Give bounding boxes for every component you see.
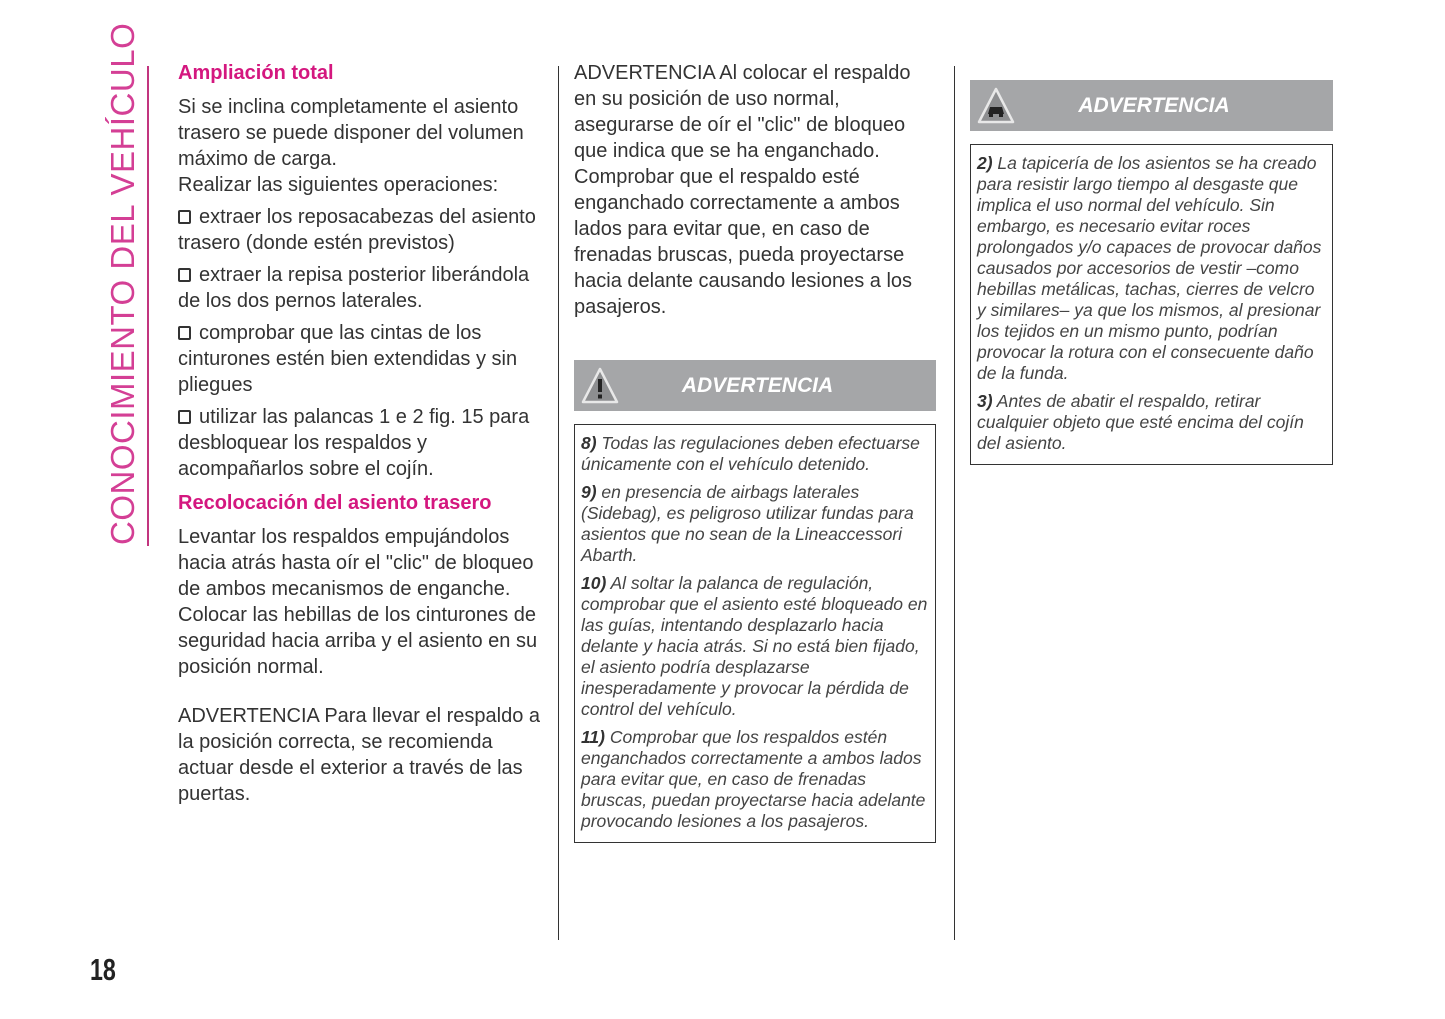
checkbox-bullet-icon: [178, 210, 191, 224]
warning-header: [574, 360, 936, 411]
column-divider: [558, 66, 559, 940]
warning-section: [574, 360, 936, 843]
column-1: [178, 60, 548, 807]
warning-title: ADVERTENCIA: [681, 374, 834, 397]
paragraph: ADVERTENCIA Para llevar el respaldo a la posición correcta, se recomienda actuar desde el exterior a través de las puertas.: [178, 705, 541, 805]
heading-recolocacion: Recolocación del asiento trasero: [178, 492, 492, 514]
warning-item: 3) Antes de abatir el respaldo, retirar cualquier objeto que esté encima del cojín del asiento.: [977, 391, 1304, 453]
column-2: [574, 60, 936, 843]
paragraph: Levantar los respaldos empujándolos hacia atrás hasta oír el "clic" de bloqueo de ambos mecanismos de enganche.: [178, 526, 534, 600]
paragraph: Colocar las hebillas de los cinturones de seguridad hacia arriba y el asiento en su posición normal.: [178, 604, 538, 678]
column-divider: [954, 66, 955, 940]
warning-header: [970, 80, 1333, 131]
warning-box: [574, 424, 936, 843]
intro-text: Si se inclina completamente el asiento trasero se puede disponer del volumen máximo de carga.: [178, 96, 524, 170]
list-item: extraer los reposacabezas del asiento trasero (donde estén previstos): [178, 206, 536, 254]
list-item: utilizar las palancas 1 e 2 fig. 15 para desbloquear los respaldos y acompañarlos sobre el cojín.: [178, 406, 530, 480]
warning-item: 10) Al soltar la palanca de regulación, comprobar que el asiento esté bloqueado en las guías, intentando desplazarlo hacia delante y hacia atrás. Si no está bien fijado, el asiento podría desplazarse inesperadamente y provocar la pérdida de control del vehículo.: [581, 573, 928, 719]
paragraph: ADVERTENCIA Al colocar el respaldo en su posición de uso normal, asegurarse de oír el "clic" de bloqueo que indica que se ha enganchado. Comprobar que el respaldo esté enganchado correctamente a ambos lados para evitar que, en caso de frenadas bruscas, pueda proyectarse hacia delante causando lesiones a los pasajeros.: [574, 62, 913, 318]
ops-text: Realizar las siguientes operaciones:: [178, 174, 499, 196]
warning-item: 2) La tapicería de los asientos se ha creado para resistir largo tiempo al desgaste que implica el uso normal del vehículo. Sin embargo, es necesario evitar roces prolongados y/o capaces de provocar daños causados por accesorios de vestir –como hebillas metálicas, tachas, cierres de velcro y similares– ya que los mismos, al presionar los tejidos en un mismo punto, podrían provocar la rotura con el consecuente daño de la funda.: [977, 153, 1322, 383]
warning-box: [970, 144, 1333, 465]
list-item: extraer la repisa posterior liberándola de los dos pernos laterales.: [178, 264, 530, 312]
side-divider: [147, 66, 149, 546]
warning-item: 9) en presencia de airbags laterales (Sidebag), es peligroso utilizar fundas para asientos que no sean de la Lineaccessori Abarth.: [581, 482, 914, 565]
warning-item: 8) Todas las regulaciones deben efectuarse únicamente con el vehículo detenido.: [581, 433, 920, 474]
heading-ampliacion: Ampliación total: [178, 62, 334, 84]
list-item: comprobar que las cintas de los cinturones estén bien extendidas y sin pliegues: [178, 322, 518, 396]
checkbox-bullet-icon: [178, 326, 191, 340]
warning-item: 11) Comprobar que los respaldos estén enganchados correctamente a ambos lados para evitar que, en caso de frenadas bruscas, puedan proyectarse hacia adelante provocando lesiones a los pasajeros.: [581, 727, 926, 831]
checkbox-bullet-icon: [178, 410, 191, 424]
warning-title: ADVERTENCIA: [1078, 94, 1230, 117]
section-side-title: CONOCIMIENTO DEL VEHÍCULO: [104, 22, 141, 545]
column-3: [970, 80, 1333, 465]
page-number: 18: [90, 952, 116, 987]
checkbox-bullet-icon: [178, 268, 191, 282]
